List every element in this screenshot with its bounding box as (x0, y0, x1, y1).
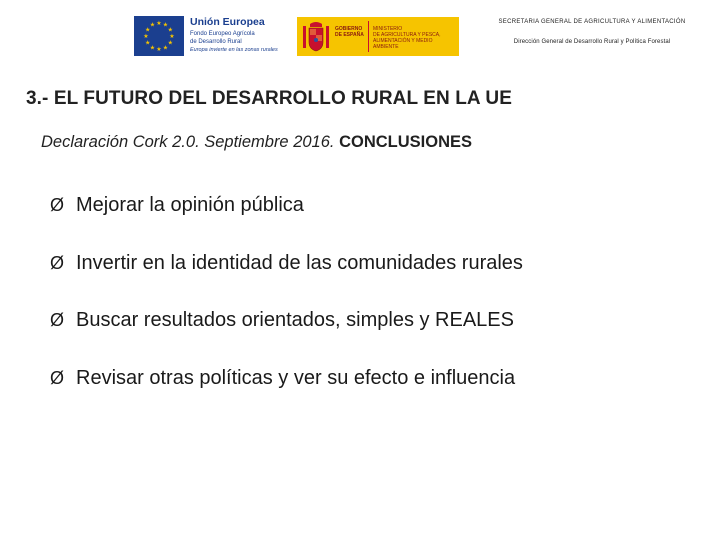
direccion-heading: Dirección General de Desarrollo Rural y Política Forestal (513, 39, 671, 45)
subtitle-conclusions: CONCLUSIONES (339, 133, 473, 151)
svg-text:★: ★ (162, 44, 169, 52)
svg-text:★: ★ (162, 21, 169, 29)
eu-fund-line2: de Desarrollo Rural (190, 38, 242, 45)
svg-text:★: ★ (169, 33, 175, 40)
logo-divider (368, 21, 369, 52)
svg-text:★: ★ (149, 21, 156, 29)
svg-text:★: ★ (149, 44, 156, 52)
bullet-text: Buscar resultados orientados, simples y REALES (76, 309, 514, 331)
conclusions-list (50, 192, 523, 422)
slide-subtitle (41, 133, 472, 152)
secretaria-heading: SECRETARIA GENERAL DE AGRICULTURA Y ALIMENTACIÓN (498, 19, 686, 25)
list-item (50, 307, 523, 365)
ministry-name: MINISTERIO DE AGRICULTURA Y PESCA, ALIMENTACIÓN Y MEDIO AMBIENTE (373, 26, 441, 50)
bullet-text: Revisar otras políticas y ver su efecto e influencia (76, 366, 516, 389)
gobierno-logo (297, 17, 459, 56)
list-item (50, 365, 523, 423)
gobierno-name: GOBIERNO DE ESPAÑA (335, 26, 364, 38)
eu-logo (134, 16, 282, 58)
svg-text:★: ★ (167, 39, 173, 47)
slide-title: 3.- EL FUTURO DEL DESARROLLO RURAL EN LA UE (26, 88, 513, 109)
eu-flag-icon (134, 16, 184, 56)
svg-text:★: ★ (143, 33, 149, 40)
subtitle-declaration: Declaración Cork 2.0. Septiembre 2016. (41, 133, 340, 151)
svg-text:★: ★ (156, 20, 162, 27)
svg-text:★: ★ (167, 26, 173, 34)
svg-text:★: ★ (145, 39, 151, 47)
arrow-bullet-icon: Ø (50, 367, 65, 388)
coat-of-arms-icon (301, 20, 331, 53)
arrow-bullet-icon: Ø (50, 195, 65, 215)
eu-fund-line1: Fondo Europeo Agrícola (190, 31, 255, 37)
eu-title: Unión Europea (190, 16, 265, 28)
bullet-text: Invertir en la identidad de las comunidades rurales (76, 251, 523, 274)
arrow-bullet-icon: Ø (50, 252, 65, 273)
list-item (50, 192, 523, 250)
svg-text:★: ★ (156, 46, 162, 53)
list-item (50, 250, 523, 308)
arrow-bullet-icon: Ø (50, 310, 65, 330)
eu-motto: Europa invierte en las zonas rurales (190, 47, 278, 53)
svg-text:★: ★ (145, 26, 151, 34)
bullet-text: Mejorar la opinión pública (76, 194, 304, 216)
